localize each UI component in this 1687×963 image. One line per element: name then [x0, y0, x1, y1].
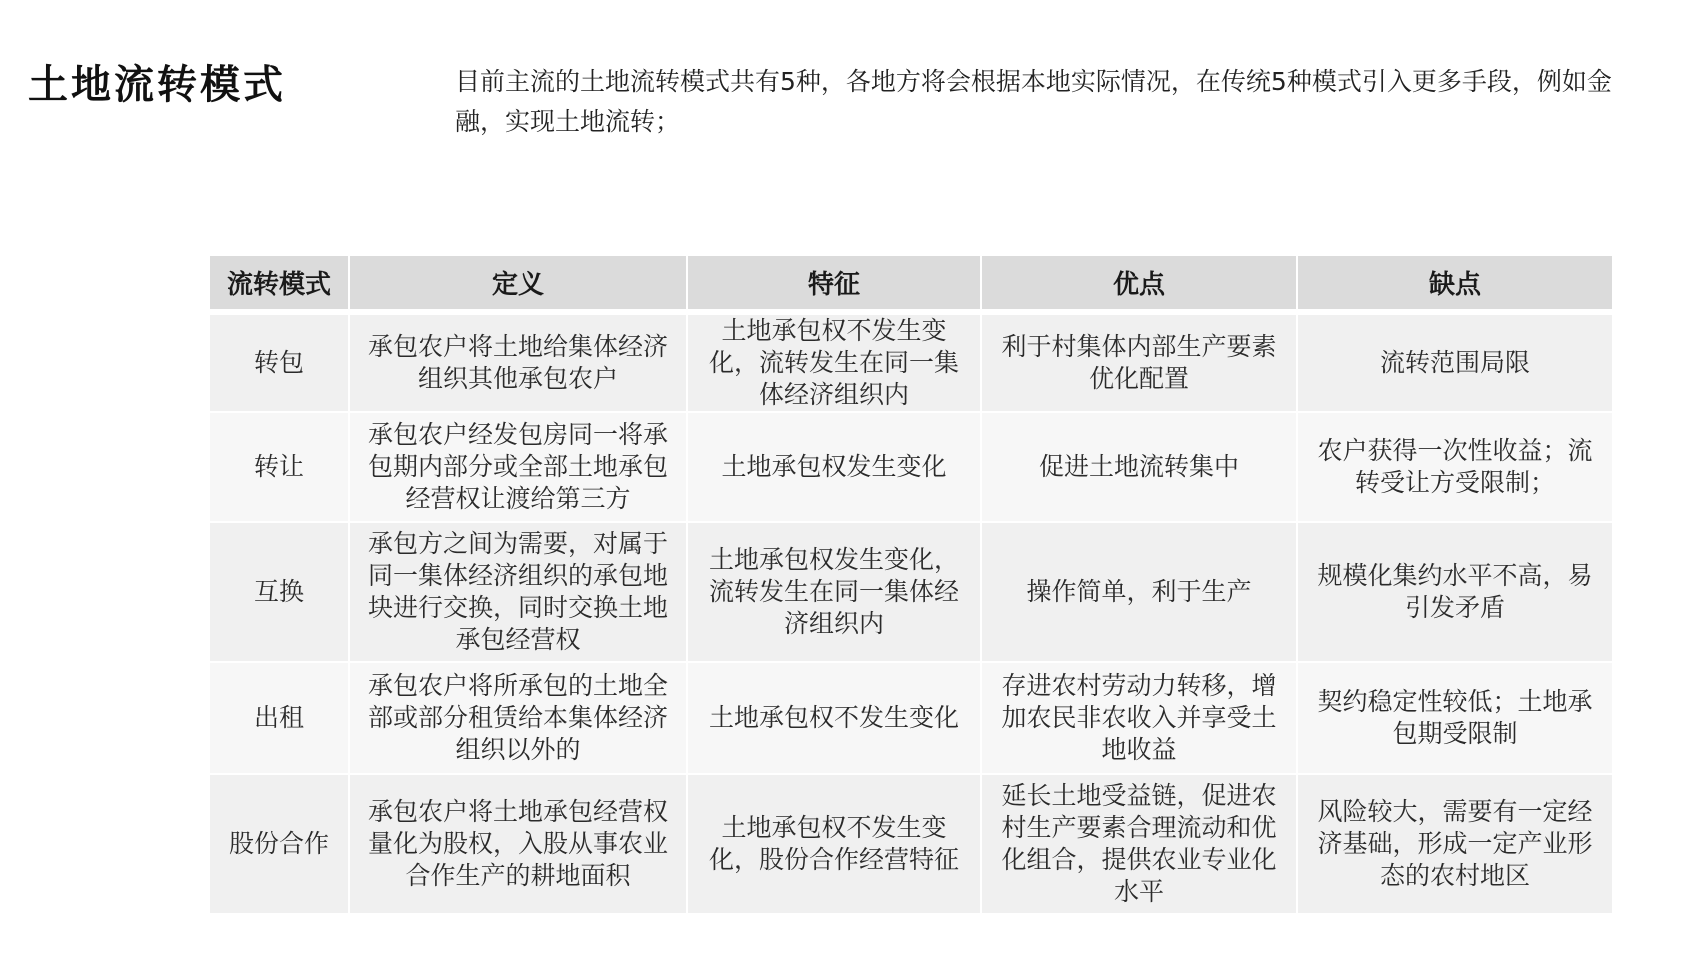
table-header-row [209, 255, 1613, 312]
header-mode: 流转模式 [209, 255, 349, 312]
header-definition: 定义 [349, 255, 687, 312]
cell-definition: 承包方之间为需要，对属于同一集体经济组织的承包地块进行交换，同时交换土地承包经营权 [349, 522, 687, 662]
cell-definition: 承包农户将土地承包经营权量化为股权，入股从事农业合作生产的耕地面积 [349, 774, 687, 914]
intro-paragraph: 目前主流的土地流转模式共有5种，各地方将会根据本地实际情况，在传统5种模式引入更多手段，例如金融，实现土地流转； [455, 67, 1612, 136]
cell-definition: 承包农户将所承包的土地全部或部分租赁给本集体经济组织以外的 [349, 662, 687, 774]
cell-mode: 互换 [209, 522, 349, 662]
cell-disadvantage: 流转范围局限 [1297, 312, 1613, 412]
cell-mode: 出租 [209, 662, 349, 774]
cell-disadvantage: 规模化集约水平不高，易引发矛盾 [1297, 522, 1613, 662]
table-row [209, 312, 1613, 412]
cell-feature: 土地承包权发生变化，流转发生在同一集体经济组织内 [687, 522, 981, 662]
table-row [209, 522, 1613, 662]
cell-definition: 承包农户将土地给集体经济组织其他承包农户 [349, 312, 687, 412]
cell-feature: 土地承包权不发生变化，股份合作经营特征 [687, 774, 981, 914]
cell-advantage: 存进农村劳动力转移，增加农民非农收入并享受土地收益 [981, 662, 1297, 774]
cell-mode: 股份合作 [209, 774, 349, 914]
table-row [209, 774, 1613, 914]
cell-feature: 土地承包权不发生变化，流转发生在同一集体经济组织内 [687, 312, 981, 412]
cell-disadvantage: 风险较大，需要有一定经济基础，形成一定产业形态的农村地区 [1297, 774, 1613, 914]
cell-feature: 土地承包权发生变化 [687, 412, 981, 522]
page-title: 土地流转模式 [28, 62, 286, 108]
cell-disadvantage: 农户获得一次性收益；流转受让方受限制； [1297, 412, 1613, 522]
table-row [209, 662, 1613, 774]
cell-disadvantage: 契约稳定性较低；土地承包期受限制 [1297, 662, 1613, 774]
cell-definition: 承包农户经发包房同一将承包期内部分或全部土地承包经营权让渡给第三方 [349, 412, 687, 522]
table-row [209, 412, 1613, 522]
cell-mode: 转让 [209, 412, 349, 522]
table-body [209, 312, 1613, 914]
land-transfer-modes-table [208, 254, 1614, 915]
cell-advantage: 促进土地流转集中 [981, 412, 1297, 522]
header-advantage: 优点 [981, 255, 1297, 312]
table-header [209, 255, 1613, 312]
cell-mode: 转包 [209, 312, 349, 412]
header-feature: 特征 [687, 255, 981, 312]
header-disadvantage: 缺点 [1297, 255, 1613, 312]
cell-advantage: 延长土地受益链，促进农村生产要素合理流动和优化组合，提供农业专业化水平 [981, 774, 1297, 914]
cell-feature: 土地承包权不发生变化 [687, 662, 981, 774]
cell-advantage: 操作简单，利于生产 [981, 522, 1297, 662]
cell-advantage: 利于村集体内部生产要素优化配置 [981, 312, 1297, 412]
